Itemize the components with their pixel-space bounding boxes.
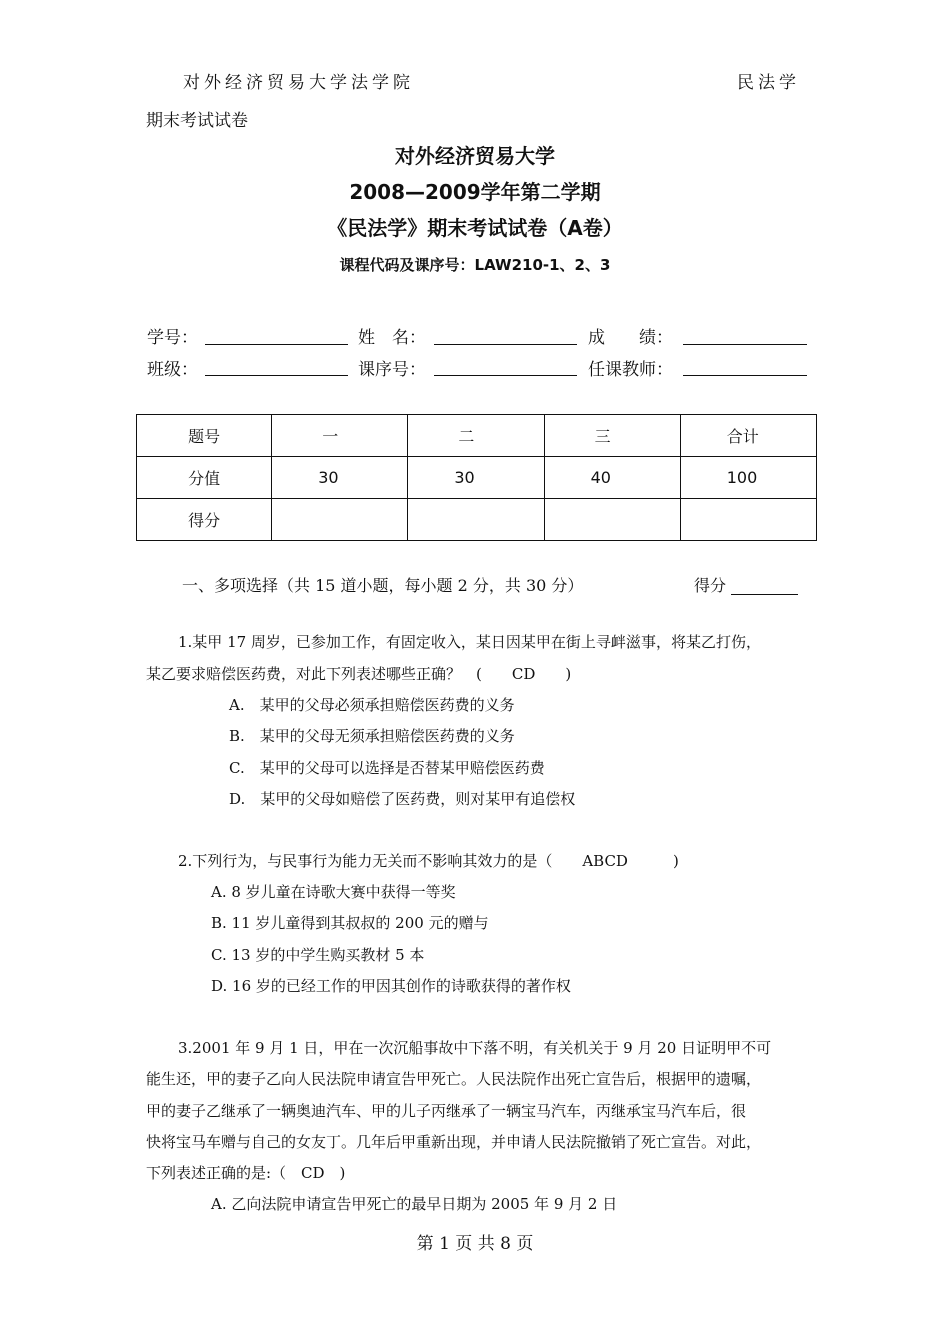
question-1-option-a: A. 某甲的父母必须承担赔偿医药费的义务 — [229, 696, 515, 714]
question-3-line-1: 3.2001 年 9 月 1 日，甲在一次沉船事故中下落不明，有关机关于 9 月 20 日证明甲不可 — [178, 1039, 772, 1057]
section-score-field[interactable] — [731, 594, 798, 595]
label-teacher: 任课教师： — [588, 360, 673, 380]
table-cell: 一 — [272, 415, 408, 457]
table-cell: 二 — [408, 415, 544, 457]
question-1-option-c: C. 某甲的父母可以选择是否替某甲赔偿医药费 — [229, 759, 545, 777]
label-score: 成 绩： — [588, 328, 673, 348]
question-3-line-5: 下列表述正确的是:（ CD ) — [146, 1164, 346, 1182]
table-row-earned — [137, 499, 817, 541]
question-2-option-c: C. 13 岁的中学生购买教材 5 本 — [211, 946, 425, 964]
table-cell: 分值 — [137, 457, 272, 499]
question-1-option-b: B. 某甲的父母无须承担赔偿医药费的义务 — [229, 727, 515, 745]
table-cell: 30 — [408, 457, 544, 499]
question-1-option-d: D. 某甲的父母如赔偿了医药费，则对某甲有追偿权 — [229, 790, 576, 808]
table-cell: 合计 — [680, 415, 816, 457]
header-doc-type: 期末考试试卷 — [146, 111, 248, 131]
question-2-option-b: B. 11 岁儿童得到其叔叔的 200 元的赠与 — [211, 914, 489, 932]
score-input-cell[interactable] — [408, 499, 544, 541]
score-input-cell[interactable] — [544, 499, 680, 541]
table-cell: 得分 — [137, 499, 272, 541]
question-3-line-4: 快将宝马车赠与自己的女友丁。几年后甲重新出现，并申请人民法院撤销了死亡宣告。对此， — [146, 1133, 762, 1151]
score-input-cell[interactable] — [680, 499, 816, 541]
label-section: 课序号： — [358, 360, 426, 380]
table-cell: 三 — [544, 415, 680, 457]
question-1-line-1: 1.某甲 17 周岁，已参加工作，有固定收入，某日因某甲在街上寻衅滋事，将某乙打伤， — [178, 633, 761, 651]
table-row-header — [137, 415, 817, 457]
table-row-points — [137, 457, 817, 499]
name-field[interactable] — [434, 344, 577, 345]
label-class: 班级： — [147, 360, 198, 380]
score-table — [136, 414, 817, 541]
question-3-option-a: A. 乙向法院申请宣告甲死亡的最早日期为 2005 年 9 月 2 日 — [211, 1195, 618, 1213]
table-cell: 100 — [680, 457, 816, 499]
question-3-line-3: 甲的妻子乙继承了一辆奥迪汽车、甲的儿子丙继承了一辆宝马汽车，丙继承宝马汽车后，很 — [146, 1102, 747, 1120]
page-number: 第 1 页 共 8 页 — [416, 1234, 534, 1254]
teacher-field[interactable] — [683, 375, 807, 376]
title-university: 对外经济贸易大学 — [395, 144, 555, 168]
title-term: 2008—2009学年第二学期 — [349, 180, 601, 204]
table-cell: 40 — [544, 457, 680, 499]
section-field[interactable] — [434, 375, 577, 376]
question-2-option-d: D. 16 岁的已经工作的甲因其创作的诗歌获得的著作权 — [211, 977, 571, 995]
label-name: 姓 名： — [358, 328, 426, 348]
question-2-option-a: A. 8 岁儿童在诗歌大赛中获得一等奖 — [211, 883, 456, 901]
score-input-cell[interactable] — [272, 499, 408, 541]
table-cell: 题号 — [137, 415, 272, 457]
section-score-label: 得分 — [694, 576, 727, 595]
header-school: 对外经济贸易大学法学院 — [183, 73, 414, 93]
question-3-line-2: 能生还，甲的妻子乙向人民法院申请宣告甲死亡。人民法院作出死亡宣告后，根据甲的遗嘱， — [146, 1070, 762, 1088]
question-1-line-2: 某乙要求赔偿医药费，对此下列表述哪些正确？ ( CD ) — [146, 665, 572, 683]
section-heading: 一、多项选择（共 15 道小题，每小题 2 分，共 30 分） — [182, 576, 584, 595]
title-exam: 《民法学》期末考试试卷（A卷） — [327, 216, 623, 240]
title-course-code: 课程代码及课序号：LAW210-1、2、3 — [339, 256, 611, 274]
header-course: 民法学 — [737, 73, 800, 93]
class-field[interactable] — [205, 375, 348, 376]
question-2-line-1: 2.下列行为，与民事行为能力无关而不影响其效力的是（ ABCD ) — [178, 852, 679, 870]
student-id-field[interactable] — [205, 344, 348, 345]
label-student-id: 学号： — [147, 328, 198, 348]
table-cell: 30 — [272, 457, 408, 499]
score-field[interactable] — [683, 344, 807, 345]
